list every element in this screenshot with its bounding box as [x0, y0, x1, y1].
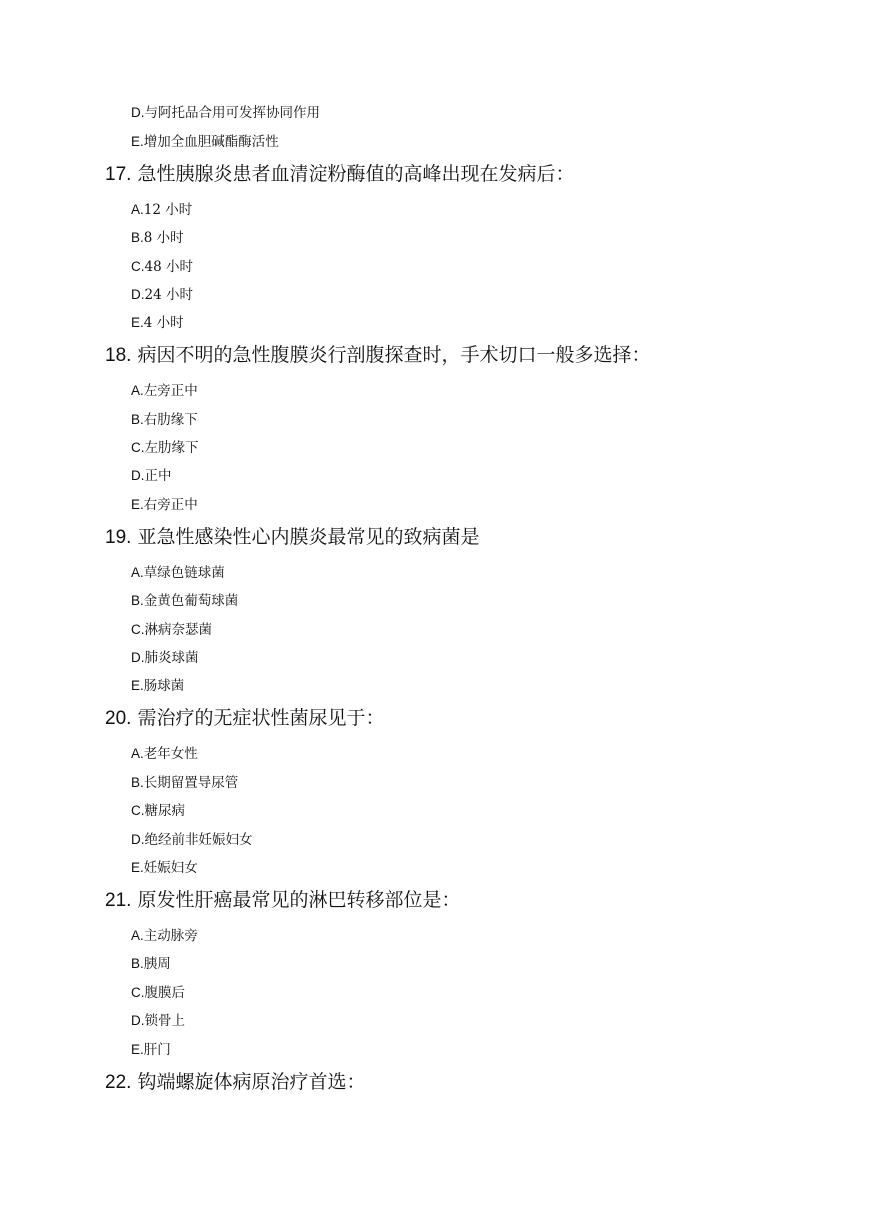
- option-text: 4 小时: [143, 315, 184, 331]
- option-letter: E.: [131, 134, 144, 149]
- question-heading: [105, 1070, 365, 1095]
- option-text: 肺炎球菌: [144, 650, 199, 666]
- question-text: 病因不明的急性腹膜炎行剖腹探查时，手术切口一般多选择：: [131, 344, 651, 366]
- question-number: 18.: [105, 345, 132, 366]
- option-text: 锁骨上: [144, 1013, 185, 1029]
- option-letter: C.: [131, 622, 145, 637]
- option-text: 长期留置导尿管: [143, 775, 239, 791]
- option-text: 24 小时: [144, 287, 193, 303]
- option-letter: E.: [131, 860, 144, 875]
- option-letter: B.: [131, 775, 144, 790]
- question-heading: [105, 525, 479, 550]
- option-text: 48 小时: [144, 259, 193, 275]
- option-text: 妊娠妇女: [143, 860, 198, 876]
- option-letter: E.: [131, 315, 144, 330]
- question-text: 原发性肝癌最常见的淋巴转移部位是：: [131, 889, 461, 911]
- option-text: 绝经前非妊娠妇女: [144, 832, 253, 848]
- option-text: 草绿色链球菌: [143, 565, 225, 581]
- option-text: 腹膜后: [144, 985, 185, 1001]
- option-text: 正中: [144, 468, 172, 484]
- option-item: [131, 774, 238, 792]
- option-text: 淋病奈瑟菌: [144, 622, 212, 638]
- option-item: [131, 677, 184, 695]
- option-item: [131, 802, 185, 820]
- option-letter: A.: [131, 565, 144, 580]
- option-letter: D.: [131, 287, 145, 302]
- option-item: [131, 1012, 185, 1030]
- option-letter: D.: [131, 105, 145, 120]
- option-item: [131, 859, 198, 877]
- question-number: 19.: [105, 527, 132, 548]
- option-text: 8 小时: [143, 230, 184, 246]
- option-item: [131, 467, 172, 485]
- option-text: 老年女性: [143, 746, 198, 762]
- option-text: 胰周: [143, 956, 171, 972]
- option-text: 肠球菌: [143, 678, 185, 694]
- question-text: 急性胰腺炎患者血清淀粉酶值的高峰出现在发病后：: [131, 163, 575, 185]
- option-text: 糖尿病: [144, 803, 185, 819]
- option-text: 与阿托品合用可发挥协同作用: [144, 105, 320, 121]
- option-letter: C.: [131, 440, 145, 455]
- option-item: [131, 229, 184, 247]
- question-number: 17.: [105, 164, 132, 185]
- question-text: 亚急性感染性心内膜炎最常见的致病菌是: [131, 526, 480, 548]
- question-text: 钩端螺旋体病原治疗首选：: [131, 1071, 366, 1093]
- option-text: 右肋缘下: [143, 412, 198, 428]
- question-number: 20.: [105, 708, 132, 729]
- option-item: [131, 592, 238, 610]
- option-letter: A.: [131, 746, 144, 761]
- option-letter: D.: [131, 832, 145, 847]
- option-letter: E.: [131, 678, 144, 693]
- option-text: 左旁正中: [143, 383, 198, 399]
- option-item: [131, 649, 199, 667]
- option-text: 左肋缘下: [144, 440, 199, 456]
- option-item: [131, 955, 171, 973]
- option-item: [131, 411, 198, 429]
- option-letter: B.: [131, 412, 144, 427]
- question-number: 21.: [105, 890, 132, 911]
- option-item: [131, 286, 193, 304]
- option-item: [131, 1041, 171, 1059]
- option-item: [131, 382, 198, 400]
- option-item: [131, 201, 192, 219]
- option-text: 增加全血胆碱酯酶活性: [143, 134, 279, 150]
- option-letter: C.: [131, 259, 145, 274]
- option-text: 右旁正中: [143, 497, 198, 513]
- question-heading: [105, 343, 650, 368]
- option-item: [131, 831, 253, 849]
- option-letter: C.: [131, 803, 145, 818]
- option-text: 金黄色葡萄球菌: [143, 593, 239, 609]
- option-item: [131, 621, 212, 639]
- option-item: [131, 496, 198, 514]
- option-item: [131, 984, 185, 1002]
- option-text: 12 小时: [143, 202, 193, 218]
- option-item: [131, 258, 193, 276]
- question-heading: [105, 162, 574, 187]
- option-letter: A.: [131, 928, 144, 943]
- option-letter: D.: [131, 1013, 145, 1028]
- question-heading: [105, 706, 384, 731]
- option-letter: B.: [131, 956, 144, 971]
- option-letter: A.: [131, 383, 144, 398]
- option-letter: A.: [131, 202, 144, 217]
- option-letter: D.: [131, 650, 145, 665]
- option-item: [131, 314, 184, 332]
- option-letter: D.: [131, 468, 145, 483]
- option-letter: B.: [131, 593, 144, 608]
- question-text: 需治疗的无症状性菌尿见于：: [131, 707, 385, 729]
- option-text: 肝门: [143, 1042, 171, 1058]
- option-item: [131, 927, 198, 945]
- option-item: [131, 564, 225, 582]
- option-letter: E.: [131, 497, 144, 512]
- option-item: [131, 104, 320, 122]
- option-item: [131, 133, 279, 151]
- option-letter: C.: [131, 985, 145, 1000]
- question-number: 22.: [105, 1072, 132, 1093]
- option-item: [131, 745, 198, 763]
- option-text: 主动脉旁: [143, 928, 198, 944]
- option-letter: B.: [131, 230, 144, 245]
- option-item: [131, 439, 199, 457]
- option-letter: E.: [131, 1042, 144, 1057]
- question-heading: [105, 888, 460, 913]
